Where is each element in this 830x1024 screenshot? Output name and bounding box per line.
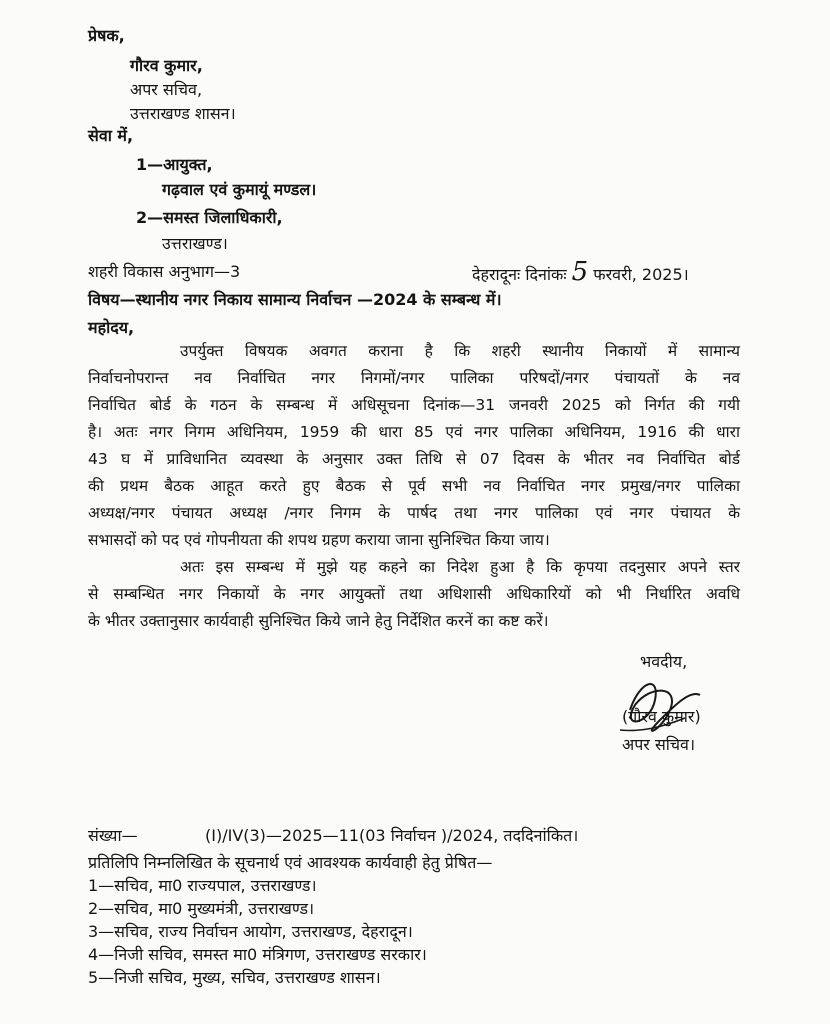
sender-designation: अपर सचिव, xyxy=(130,80,203,99)
closing-name: (गौरव कुमार) xyxy=(622,707,701,726)
para1-line: उपर्युक्त विषयक अवगत कराना है कि शहरी स्थानीय निकायों में सामान्य xyxy=(180,342,740,360)
closing-yours: भवदीय, xyxy=(640,652,688,671)
place-date xyxy=(472,257,689,287)
para1-line: निर्वाचित बोर्ड के गठन के सम्बन्ध में अधिसूचना दिनांक—31 जनवरी 2025 को निर्गत की गयी xyxy=(88,396,740,414)
date-rest: फरवरी, 2025। xyxy=(593,265,689,284)
date-day: 5 xyxy=(571,257,589,287)
place-date-prefix: देहरादूनः दिनांकः xyxy=(472,265,567,284)
para1-line: निर्वाचनोपरान्त नव निर्वाचित नगर निगमों/नगर पालिका परिषदों/नगर पंचायतों के नव xyxy=(88,369,740,387)
sender-name: गौरव कुमार, xyxy=(130,56,203,75)
para1-line: की प्रथम बैठक आहूत करते हुए बैठक से पूर्व सभी नव निर्वाचित नगर प्रमुख/नगर पालिका xyxy=(88,477,740,495)
sender-office: उत्तराखण्ड शासन। xyxy=(130,104,236,123)
reference-label: संख्या— xyxy=(88,826,138,845)
recipient-1-sub: गढ़वाल एवं कुमायूं मण्डल। xyxy=(162,180,317,199)
salutation: महोदय, xyxy=(88,318,135,337)
body-paragraph-2 xyxy=(88,554,740,635)
recipient-2-title: 2—समस्त जिलाधिकारी, xyxy=(136,208,283,227)
copy-intro: प्रतिलिपि निम्नलिखित के सूचनार्थ एवं आवश्यक कार्यवाही हेतु प्रेषित— xyxy=(88,853,493,872)
para2-line: के भीतर उक्तानुसार कार्यवाही सुनिश्चित किये जाने हेतु निर्देशित करनें का कष्ट करें। xyxy=(88,612,549,630)
section-name: शहरी विकास अनुभाग—3 xyxy=(88,262,241,281)
copy-item: 5—निजी सचिव, मुख्य, सचिव, उत्तराखण्ड शासन। xyxy=(88,968,381,987)
body-paragraph-1 xyxy=(88,338,740,554)
para1-line: है। अतः नगर निगम अधिनियम, 1959 की धारा 85 एवं नगर पालिका अधिनियम, 1916 की धारा xyxy=(88,423,740,441)
copy-item: 2—सचिव, मा0 मुख्यमंत्री, उत्तराखण्ड। xyxy=(88,899,315,918)
recipients-label: सेवा में, xyxy=(88,126,134,145)
copy-item: 1—सचिव, मा0 राज्यपाल, उत्तराखण्ड। xyxy=(88,876,317,895)
para1-line: सभासदों को पद एवं गोपनीयता की शपथ ग्रहण कराया जाना सुनिश्चित किया जाय। xyxy=(88,531,550,549)
reference-number: (I)/IV(3)—2025—11(03 निर्वाचन )/2024, तददिनांकित। xyxy=(205,826,579,845)
para1-line: अध्यक्ष/नगर पंचायत अध्यक्ष /नगर निगम के पार्षद तथा नगर पालिका एवं नगर पंचायत के xyxy=(88,504,740,522)
para2-line: से सम्बन्धित नगर निकायों के नगर आयुक्तों तथा अधिशासी अधिकारियों को भी निर्धारित अवधि xyxy=(88,585,740,603)
recipient-2-sub: उत्तराखण्ड। xyxy=(162,234,228,253)
copy-item: 4—निजी सचिव, समस्त मा0 मंत्रिगण, उत्तराखण्ड सरकार। xyxy=(88,945,427,964)
copy-item: 3—सचिव, राज्य निर्वाचन आयोग, उत्तराखण्ड, देहरादून। xyxy=(88,922,413,941)
para1-line: 43 घ में प्राविधानित व्यवस्था के अनुसार उक्त तिथि से 07 दिवस के भीतर नव निर्वाचित बोर्ड xyxy=(88,450,740,468)
subject-line: विषय—स्थानीय नगर निकाय सामान्य निर्वाचन —2024 के सम्बन्ध में। xyxy=(88,290,502,309)
closing-designation: अपर सचिव। xyxy=(622,735,696,754)
para2-line: अतः इस सम्बन्ध में मुझे यह कहने का निदेश हुआ है कि कृपया तदनुसार अपने स्तर xyxy=(180,558,740,576)
recipient-1-title: 1—आयुक्त, xyxy=(136,155,213,174)
sender-label: प्रेषक, xyxy=(88,26,125,45)
